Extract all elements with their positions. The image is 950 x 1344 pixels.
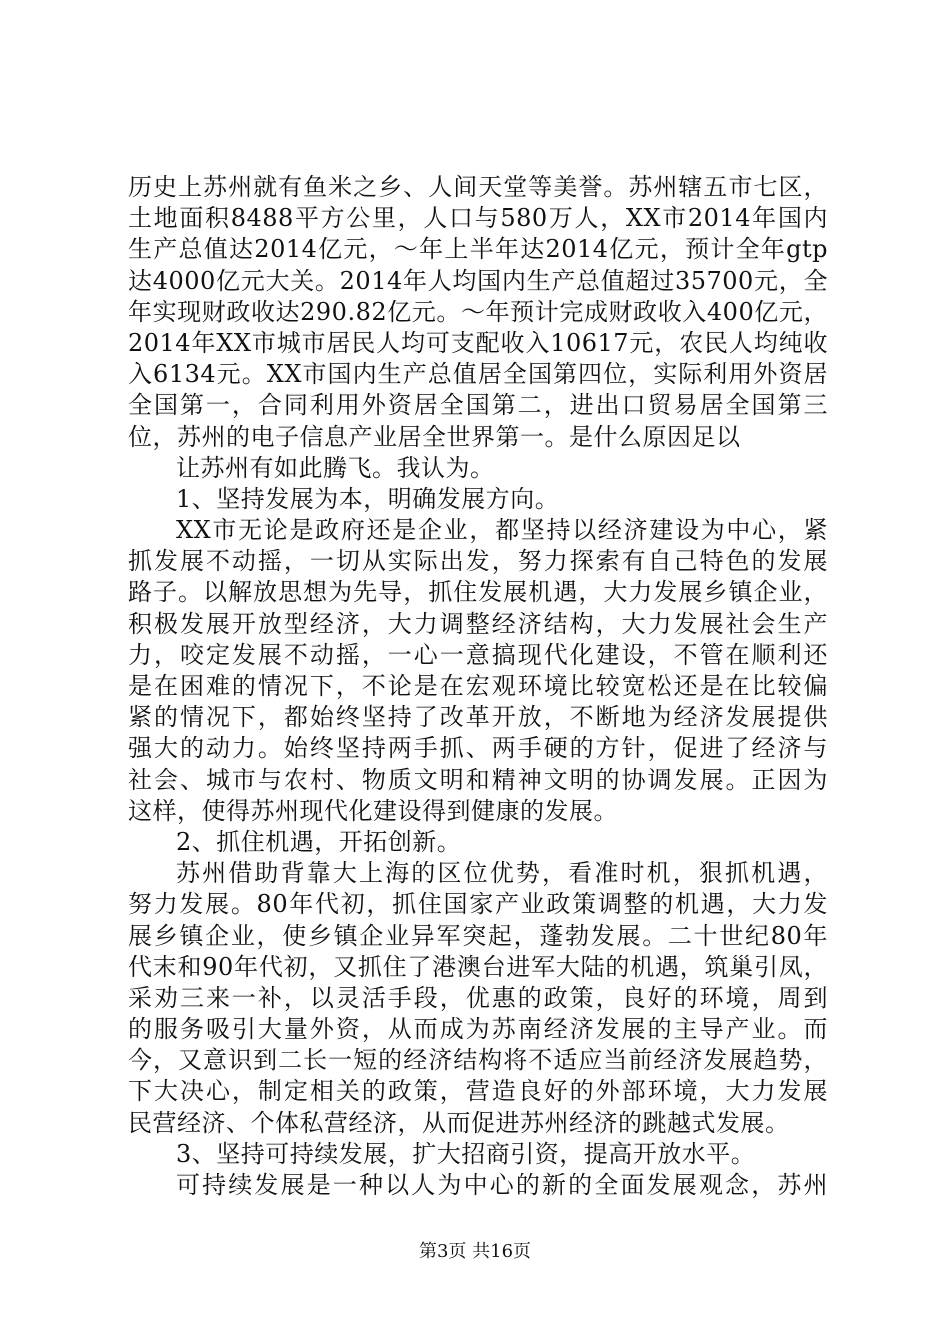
text-line: 历史上苏州就有鱼米之乡、人间天堂等美誉。苏州辖五市七区， <box>128 173 828 201</box>
section-heading: 1、坚持发展为本，明确发展方向。 <box>176 484 560 513</box>
text-line: 抓发展不动摇，一切从实际出发，努力探索有自己特色的发展 <box>128 547 828 576</box>
text-line: 的服务吸引大量外资，从而成为苏南经济发展的主导产业。而 <box>128 1015 828 1044</box>
text-line: 努力发展。80年代初，抓住国家产业政策调整的机遇，大力发 <box>128 890 828 919</box>
text-line: 代末和90年代初，又抓住了港澳台进军大陆的机遇，筑巢引凤， <box>128 952 828 981</box>
text-line: 苏州借助背靠大上海的区位优势，看准时机，狠抓机遇， <box>176 859 828 888</box>
text-line: 积极发展开放型经济，大力调整经济结构，大力发展社会生产 <box>128 609 828 638</box>
text-line: 生产总值达2014亿元，～年上半年达2014亿元，预计全年gtp <box>128 235 828 264</box>
text-line: 这样，使得苏州现代化建设得到健康的发展。 <box>128 796 618 825</box>
text-line: 全国第一，合同利用外资居全国第二，进出口贸易居全国第三 <box>128 391 828 420</box>
section-heading: 2、抓住机遇，开拓创新。 <box>176 827 462 856</box>
text-line: 入6134元。XX市国内生产总值居全国第四位，实际利用外资居 <box>128 360 828 389</box>
text-line: 力，咬定发展不动摇，一心一意搞现代化建设，不管在顺利还 <box>128 640 828 669</box>
text-line: 强大的动力。始终坚持两手抓、两手硬的方针，促进了经济与 <box>128 734 828 763</box>
text-line: 社会、城市与农村、物质文明和精神文明的协调发展。正因为 <box>128 765 828 794</box>
page-number-footer: 第3页 共16页 <box>418 1241 532 1262</box>
text-line: 路子。以解放思想为先导，抓住发展机遇，大力发展乡镇企业， <box>128 578 828 607</box>
text-line: 位，苏州的电子信息产业居全世界第一。是什么原因足以 <box>128 422 741 451</box>
text-line: 土地面积8488平方公里，人口与580万人，XX市2014年国内 <box>128 204 828 233</box>
text-line: 2014年XX市城市居民人均可支配收入10617元，农民人均纯收 <box>128 328 828 357</box>
text-line: 是在困难的情况下，不论是在宏观环境比较宽松还是在比较偏 <box>128 672 828 700</box>
text-line: 年实现财政收达290.82亿元。～年预计完成财政收入400亿元， <box>128 297 828 326</box>
text-line: 今，又意识到二长一短的经济结构将不适应当前经济发展趋势， <box>128 1046 828 1075</box>
section-heading: 3、坚持可持续发展，扩大招商引资，提高开放水平。 <box>176 1139 756 1168</box>
text-line: 紧的情况下，都始终坚持了改革开放，不断地为经济发展提供 <box>128 703 828 732</box>
text-line: 展乡镇企业，使乡镇企业异军突起，蓬勃发展。二十世纪80年 <box>128 921 828 950</box>
text-line: 下大决心，制定相关的政策，营造良好的外部环境，大力发展 <box>128 1077 828 1106</box>
text-line: 民营经济、个体私营经济，从而促进苏州经济的跳越式发展。 <box>128 1108 790 1137</box>
text-line: 让苏州有如此腾飞。我认为。 <box>176 453 495 482</box>
text-line: 可持续发展是一种以人为中心的新的全面发展观念，苏州 <box>176 1171 828 1199</box>
text-line: 采劝三来一补，以灵活手段，优惠的政策，良好的环境，周到 <box>128 983 828 1012</box>
text-line: XX市无论是政府还是企业，都坚持以经济建设为中心，紧 <box>176 516 828 545</box>
text-line: 达4000亿元大关。2014年人均国内生产总值超过35700元，全 <box>128 266 828 295</box>
